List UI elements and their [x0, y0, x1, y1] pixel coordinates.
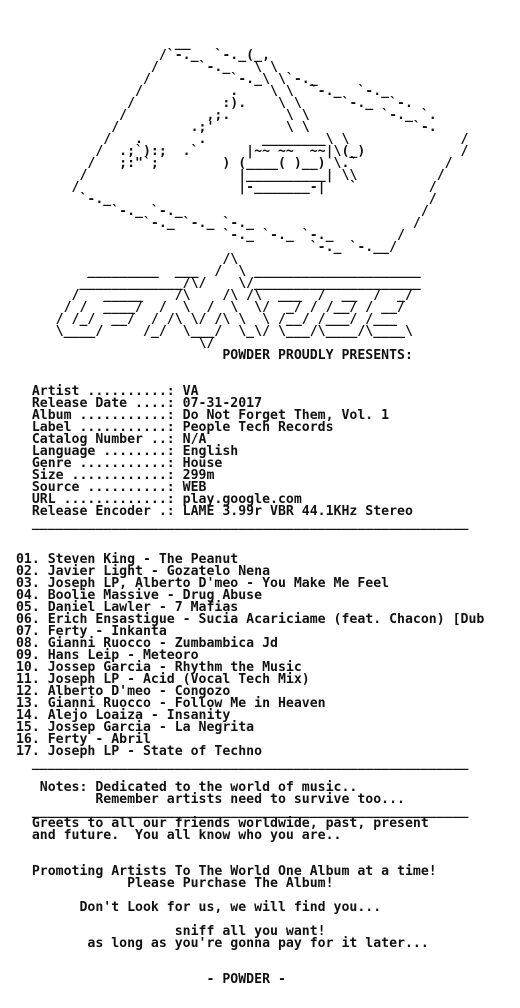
nfo-line: / `-._ \ \: [8, 60, 278, 75]
nfo-line: URL .............: play.google.com: [8, 492, 302, 507]
nfo-line: / |-_______-| ` /: [8, 180, 437, 195]
nfo-line: / .;`):; .` |~~ ~~ ~~|\(_) /: [8, 144, 469, 159]
nfo-line: 16. Ferty - Abril: [8, 732, 151, 747]
nfo-line: 01. Steven King - The Peanut: [8, 552, 239, 567]
nfo-line: 10. Jossep Garcia - Rhythm the Music: [8, 660, 302, 675]
nfo-line: / / ____/ / \ / \ \/ _/ / /__/ / __/: [8, 300, 405, 315]
nfo-line: 09. Hans Leip - Meteoro: [8, 648, 199, 663]
nfo-line: / _____ /\ /\ /\ ___ / __ / _/: [8, 288, 413, 303]
nfo-line: Greets to all our friends worldwide, past, present: [8, 816, 429, 831]
nfo-line: 02. Javier Light - Gozatelo Nena: [8, 564, 271, 579]
nfo-line: / . \ \ `-._ `-._: [8, 84, 390, 99]
nfo-line: Artist ..........: VA: [8, 384, 199, 399]
nfo-line: / ;:"`; ) (____( )__) \.` /: [8, 156, 453, 171]
nfo-line: `-._ `-._ /: [8, 204, 429, 219]
nfo-line: 11. Joseph LP - Acid (Vocal Tech Mix): [8, 672, 310, 687]
nfo-line: Source ..........: WEB: [8, 480, 207, 495]
nfo-line: \____/ /_/ \___/ \_\/ \___/\____/\____\: [8, 324, 413, 339]
nfo-line: Please Purchase The Album!: [8, 876, 334, 891]
nfo-line: 06. Erich Ensastigue - Sucia Acariciame (feat. Chacon) [Dub: [8, 612, 485, 627]
nfo-line: sniff all you want!: [8, 924, 326, 939]
nfo-line: / . . ________\ \ /: [8, 132, 469, 147]
nfo-line: 14. Alejo Loaiza - Insanity: [8, 708, 231, 723]
nfo-line: Promoting Artists To The World One Album at a time!: [8, 864, 437, 879]
nfo-line: 03. Joseph LP, Alberto D'meo - You Make Me Feel: [8, 576, 390, 591]
nfo-line: / /_/ __/ / /\ \/ /\ \ \ /__/ /___/ /___: [8, 312, 398, 327]
nfo-line: /\: [8, 252, 239, 267]
nfo-line: _______________________________________________________: [8, 804, 469, 819]
nfo-line: POWDER PROUDLY PRESENTS:: [8, 348, 413, 363]
nfo-line: 07. Ferty - Inkanta: [8, 624, 167, 639]
nfo-line: Remember artists need to survive too...: [8, 792, 405, 807]
nfo-line: / ,;. \ \ `-._ `.: [8, 108, 437, 123]
nfo-line: Language ........: English: [8, 444, 239, 459]
nfo-document: [8, 2, 520, 986]
nfo-line: `-._ `-.__/: [8, 240, 398, 255]
nfo-line: / :). \ \ `-._ `-.: [8, 96, 413, 111]
nfo-line: Notes: Dedicated to the world of music..: [8, 780, 358, 795]
nfo-line: /`-._ `-._(_,: [8, 48, 271, 63]
nfo-line: Don't Look for us, we will find you...: [8, 900, 382, 915]
nfo-line: 17. Joseph LP - State of Techno: [8, 744, 263, 759]
nfo-line: 08. Gianni Ruocco - Zumbambica Jd: [8, 636, 278, 651]
nfo-line: 13. Gianni Ruocco - Follow Me in Heaven: [8, 696, 326, 711]
nfo-line: Size ............: 299m: [8, 468, 215, 483]
nfo-line: Release Encoder .: LAME 3.99r VBR 44.1KHz Stereo: [8, 504, 413, 519]
nfo-line: [8, 2, 520, 14]
nfo-line: [8, 362, 520, 374]
nfo-line: Catalog Number ..: N/A: [8, 432, 207, 447]
nfo-line: / |__________| \\ /: [8, 168, 445, 183]
nfo-line: \/: [8, 336, 215, 351]
nfo-line: 12. Alberto D'meo - Congozo: [8, 684, 231, 699]
nfo-line: `-._ `-._ `-._ /: [8, 228, 405, 243]
nfo-line: as long as you're gonna pay for it later...: [8, 936, 429, 951]
nfo-line: / .;' \ \ `-.: [8, 120, 437, 135]
nfo-line: [8, 842, 520, 854]
nfo-line: `-._ /: [8, 192, 437, 207]
nfo-line: 15. Jossep Garcia - La Negrita: [8, 720, 255, 735]
nfo-line: _______________________________________________________: [8, 516, 469, 531]
nfo-line: / `-._\ \`-._: [8, 72, 318, 87]
nfo-line: _________ ___ / \ _____________________: [8, 264, 421, 279]
nfo-line: _______________________________________________________: [8, 756, 469, 771]
nfo-line: - POWDER -: [8, 972, 286, 986]
nfo-line: 05. Daniel Lawler - 7 Mafias: [8, 600, 239, 615]
nfo-line: _____________/\/ \/_____________________: [8, 276, 421, 291]
nfo-line: Genre ...........: House: [8, 456, 223, 471]
nfo-line: Album ...........: Do Not Forget Them, Vol. 1: [8, 408, 390, 423]
nfo-line: and future. You all know who you are..: [8, 828, 342, 843]
nfo-line: __: [8, 36, 191, 51]
nfo-line: [8, 14, 520, 26]
nfo-line: `-._ `-._ `-._ /: [8, 216, 421, 231]
nfo-line: 04. Boolie Massive - Drug Abuse: [8, 588, 263, 603]
nfo-line: Release Date ....: 07-31-2017: [8, 396, 263, 411]
nfo-line: [8, 530, 520, 542]
nfo-line: [8, 950, 520, 962]
nfo-line: Label ...........: People Tech Records: [8, 420, 334, 435]
